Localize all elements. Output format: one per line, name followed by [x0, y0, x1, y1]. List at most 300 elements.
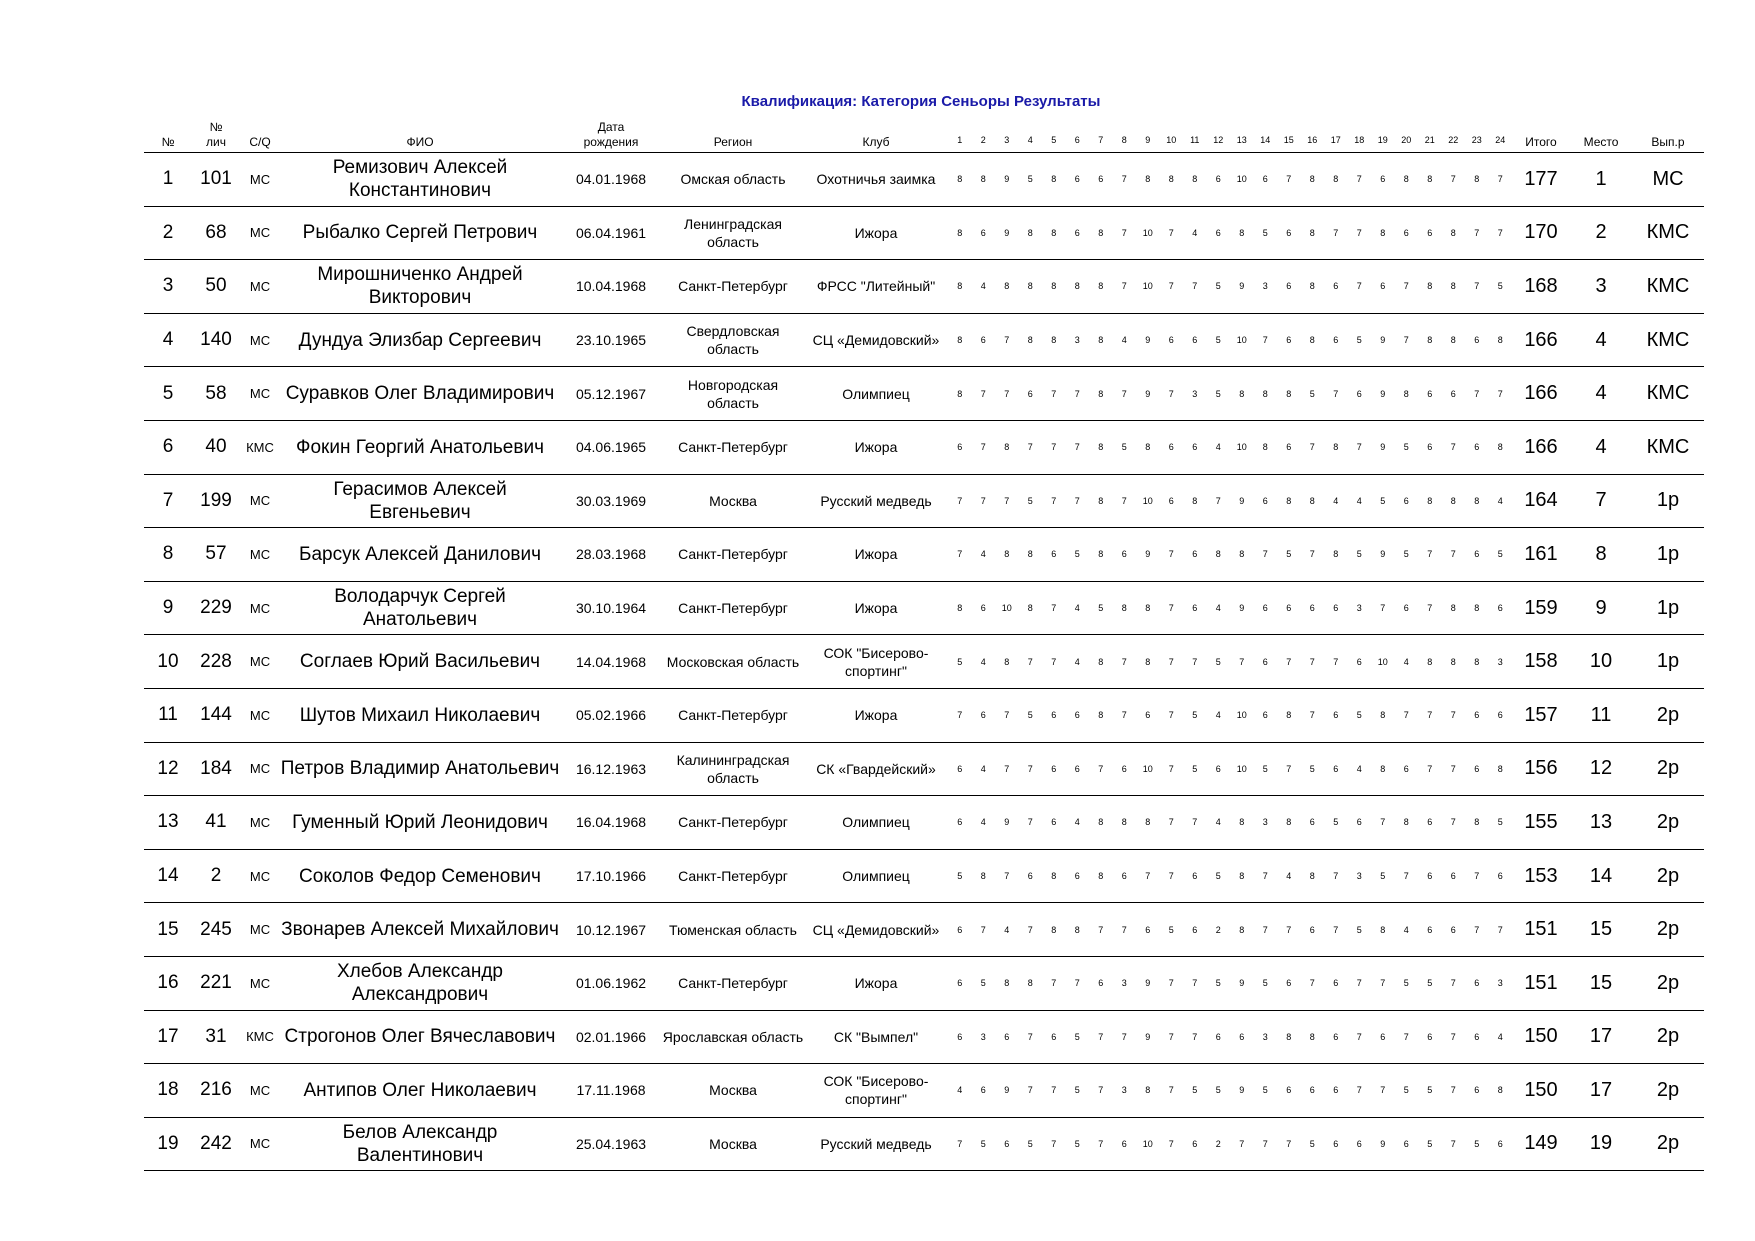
- series-score: 8: [1089, 367, 1113, 421]
- series-score: 8: [1301, 313, 1325, 367]
- series-score: 7: [972, 903, 996, 957]
- club: ФРСС "Литейный": [804, 260, 948, 314]
- series-score: 6: [1465, 420, 1489, 474]
- series-score: 4: [1113, 313, 1137, 367]
- series-score: 7: [972, 367, 996, 421]
- series-score: 8: [1089, 420, 1113, 474]
- series-score: 7: [1442, 153, 1466, 207]
- series-score: 7: [1160, 742, 1184, 796]
- series-score: 4: [1066, 635, 1090, 689]
- series-score: 10: [1230, 313, 1254, 367]
- rank-achieved: КМС: [1632, 420, 1704, 474]
- col-series: 21: [1418, 112, 1442, 153]
- series-score: 7: [1160, 849, 1184, 903]
- series-score: 7: [1348, 1064, 1372, 1118]
- series-score: 8: [1160, 153, 1184, 207]
- series-score: 3: [1113, 956, 1137, 1010]
- series-score: 6: [1113, 1117, 1137, 1171]
- series-score: 6: [1042, 1010, 1066, 1064]
- series-score: 10: [1230, 153, 1254, 207]
- total-score: 159: [1512, 581, 1570, 635]
- series-score: 7: [1301, 956, 1325, 1010]
- series-score: 8: [948, 581, 972, 635]
- athlete-name: Строгонов Олег Вячеславович: [280, 1010, 560, 1064]
- series-score: 7: [1301, 420, 1325, 474]
- series-score: 5: [1019, 153, 1043, 207]
- place: 2: [1570, 206, 1632, 260]
- series-score: 6: [1465, 742, 1489, 796]
- row-number: 1: [144, 153, 192, 207]
- series-score: 4: [972, 528, 996, 582]
- series-score: 5: [1207, 849, 1231, 903]
- athlete-name: Мирошниченко Андрей Викторович: [280, 260, 560, 314]
- series-score: 7: [1254, 903, 1278, 957]
- series-score: 4: [1395, 635, 1419, 689]
- series-score: 6: [1348, 635, 1372, 689]
- series-score: 7: [1277, 1117, 1301, 1171]
- series-score: 6: [1089, 153, 1113, 207]
- series-score: 10: [1136, 742, 1160, 796]
- series-score: 8: [1089, 688, 1113, 742]
- club: СЦ «Демидовский»: [804, 313, 948, 367]
- series-score: 4: [995, 903, 1019, 957]
- series-score: 7: [1042, 474, 1066, 528]
- series-score: 9: [1136, 1010, 1160, 1064]
- series-score: 5: [1324, 796, 1348, 850]
- series-score: 8: [948, 313, 972, 367]
- series-score: 6: [1160, 474, 1184, 528]
- series-score: 8: [972, 849, 996, 903]
- series-score: 8: [1277, 688, 1301, 742]
- series-score: 6: [1489, 688, 1513, 742]
- series-score: 6: [1183, 528, 1207, 582]
- series-score: 7: [948, 688, 972, 742]
- place: 8: [1570, 528, 1632, 582]
- series-score: 6: [1183, 313, 1207, 367]
- col-total: Итого: [1512, 112, 1570, 153]
- birth-date: 17.10.1966: [560, 849, 662, 903]
- total-score: 166: [1512, 367, 1570, 421]
- place: 14: [1570, 849, 1632, 903]
- license-number: 57: [192, 528, 240, 582]
- license-number: 216: [192, 1064, 240, 1118]
- series-score: 7: [1489, 153, 1513, 207]
- row-number: 16: [144, 956, 192, 1010]
- col-series: 13: [1230, 112, 1254, 153]
- series-score: 6: [1324, 742, 1348, 796]
- row-number: 10: [144, 635, 192, 689]
- place: 3: [1570, 260, 1632, 314]
- series-score: 3: [1113, 1064, 1137, 1118]
- series-score: 6: [1160, 313, 1184, 367]
- series-score: 8: [1277, 474, 1301, 528]
- series-score: 7: [1066, 367, 1090, 421]
- col-series: 24: [1489, 112, 1513, 153]
- total-score: 157: [1512, 688, 1570, 742]
- series-score: 8: [1042, 903, 1066, 957]
- series-score: 8: [1089, 260, 1113, 314]
- series-score: 5: [1113, 420, 1137, 474]
- club: Ижора: [804, 688, 948, 742]
- series-score: 7: [1042, 635, 1066, 689]
- license-number: 228: [192, 635, 240, 689]
- series-score: 7: [1348, 206, 1372, 260]
- results-table: [144, 112, 1704, 1171]
- series-score: 8: [995, 956, 1019, 1010]
- series-score: 8: [1230, 206, 1254, 260]
- category-cq: МС: [240, 742, 280, 796]
- total-score: 153: [1512, 849, 1570, 903]
- series-score: 5: [1066, 528, 1090, 582]
- series-score: 7: [1019, 903, 1043, 957]
- series-score: 8: [1207, 528, 1231, 582]
- club: Ижора: [804, 420, 948, 474]
- series-score: 4: [972, 796, 996, 850]
- series-score: 7: [995, 313, 1019, 367]
- athlete-name: Гуменный Юрий Леонидович: [280, 796, 560, 850]
- category-cq: МС: [240, 474, 280, 528]
- series-score: 5: [1395, 956, 1419, 1010]
- series-score: 6: [1042, 742, 1066, 796]
- series-score: 6: [1042, 796, 1066, 850]
- category-cq: МС: [240, 635, 280, 689]
- club: Русский медведь: [804, 474, 948, 528]
- series-score: 6: [1113, 742, 1137, 796]
- series-score: 7: [1089, 1117, 1113, 1171]
- birth-date: 16.04.1968: [560, 796, 662, 850]
- club: Ижора: [804, 581, 948, 635]
- series-score: 5: [1395, 528, 1419, 582]
- series-score: 8: [1183, 153, 1207, 207]
- region: Тюменская область: [662, 903, 804, 957]
- series-score: 7: [1042, 420, 1066, 474]
- series-score: 7: [1160, 635, 1184, 689]
- region: Санкт-Петербург: [662, 849, 804, 903]
- series-score: 4: [1395, 903, 1419, 957]
- series-score: 7: [1113, 260, 1137, 314]
- athlete-name: Суравков Олег Владимирович: [280, 367, 560, 421]
- series-score: 7: [995, 688, 1019, 742]
- col-series: 22: [1442, 112, 1466, 153]
- series-score: 5: [1348, 528, 1372, 582]
- series-score: 8: [1230, 528, 1254, 582]
- series-score: 5: [1207, 635, 1231, 689]
- series-score: 9: [1136, 367, 1160, 421]
- table-row: [144, 1010, 1704, 1064]
- region: Омская область: [662, 153, 804, 207]
- region: Ленинградская область: [662, 206, 804, 260]
- series-score: 8: [1465, 474, 1489, 528]
- series-score: 6: [1324, 956, 1348, 1010]
- series-score: 5: [1207, 367, 1231, 421]
- series-score: 9: [1136, 313, 1160, 367]
- series-score: 6: [1395, 1117, 1419, 1171]
- series-score: 4: [1348, 474, 1372, 528]
- series-score: 5: [1183, 742, 1207, 796]
- series-score: 7: [1254, 849, 1278, 903]
- series-score: 6: [1418, 903, 1442, 957]
- region: Санкт-Петербург: [662, 581, 804, 635]
- col-result: Вып.р: [1632, 112, 1704, 153]
- series-score: 9: [1230, 581, 1254, 635]
- place: 9: [1570, 581, 1632, 635]
- series-score: 8: [1395, 367, 1419, 421]
- row-number: 14: [144, 849, 192, 903]
- series-score: 8: [1301, 206, 1325, 260]
- series-score: 7: [1442, 796, 1466, 850]
- series-score: 7: [1207, 474, 1231, 528]
- category-cq: КМС: [240, 420, 280, 474]
- series-score: 8: [1183, 474, 1207, 528]
- series-score: 8: [948, 153, 972, 207]
- series-score: 5: [948, 849, 972, 903]
- series-score: 7: [1442, 1117, 1466, 1171]
- row-number: 8: [144, 528, 192, 582]
- series-score: 6: [1277, 956, 1301, 1010]
- series-score: 8: [1489, 742, 1513, 796]
- series-score: 8: [1042, 206, 1066, 260]
- series-score: 4: [1066, 796, 1090, 850]
- category-cq: МС: [240, 153, 280, 207]
- rank-achieved: 2р: [1632, 956, 1704, 1010]
- series-score: 8: [1442, 581, 1466, 635]
- series-score: 7: [948, 1117, 972, 1171]
- series-score: 7: [995, 742, 1019, 796]
- series-score: 3: [1489, 635, 1513, 689]
- series-score: 4: [1324, 474, 1348, 528]
- place: 15: [1570, 956, 1632, 1010]
- series-score: 10: [1230, 742, 1254, 796]
- col-series: 18: [1348, 112, 1372, 153]
- series-score: 3: [1348, 581, 1372, 635]
- series-score: 7: [1042, 367, 1066, 421]
- series-score: 7: [1089, 742, 1113, 796]
- series-score: 5: [1418, 956, 1442, 1010]
- series-score: 4: [1489, 474, 1513, 528]
- birth-date: 10.12.1967: [560, 903, 662, 957]
- series-score: 2: [1207, 903, 1231, 957]
- series-score: 5: [1183, 688, 1207, 742]
- series-score: 6: [972, 206, 996, 260]
- row-number: 12: [144, 742, 192, 796]
- series-score: 3: [1183, 367, 1207, 421]
- birth-date: 14.04.1968: [560, 635, 662, 689]
- series-score: 6: [948, 796, 972, 850]
- total-score: 150: [1512, 1064, 1570, 1118]
- series-score: 7: [1042, 1117, 1066, 1171]
- col-series: 16: [1301, 112, 1325, 153]
- series-score: 7: [1183, 635, 1207, 689]
- series-score: 6: [1324, 260, 1348, 314]
- total-score: 150: [1512, 1010, 1570, 1064]
- series-score: 8: [1395, 796, 1419, 850]
- series-score: 6: [1442, 903, 1466, 957]
- row-number: 15: [144, 903, 192, 957]
- license-number: 184: [192, 742, 240, 796]
- rank-achieved: 2р: [1632, 849, 1704, 903]
- category-cq: МС: [240, 903, 280, 957]
- series-score: 7: [1418, 742, 1442, 796]
- athlete-name: Соглаев Юрий Васильевич: [280, 635, 560, 689]
- series-score: 6: [1418, 367, 1442, 421]
- series-score: 6: [1395, 581, 1419, 635]
- series-score: 6: [1019, 367, 1043, 421]
- series-score: 6: [995, 1010, 1019, 1064]
- series-score: 9: [1371, 420, 1395, 474]
- place: 15: [1570, 903, 1632, 957]
- series-score: 7: [1348, 420, 1372, 474]
- place: 10: [1570, 635, 1632, 689]
- series-score: 8: [1089, 313, 1113, 367]
- series-score: 7: [1160, 528, 1184, 582]
- region: Санкт-Петербург: [662, 420, 804, 474]
- rank-achieved: 2р: [1632, 903, 1704, 957]
- table-row: [144, 313, 1704, 367]
- series-score: 9: [1371, 313, 1395, 367]
- series-score: 6: [1230, 1010, 1254, 1064]
- series-score: 6: [1324, 1117, 1348, 1171]
- total-score: 161: [1512, 528, 1570, 582]
- club: Охотничья заимка: [804, 153, 948, 207]
- series-score: 7: [1465, 206, 1489, 260]
- birth-date: 10.04.1968: [560, 260, 662, 314]
- series-score: 8: [1042, 153, 1066, 207]
- series-score: 8: [1089, 528, 1113, 582]
- total-score: 158: [1512, 635, 1570, 689]
- series-score: 4: [972, 742, 996, 796]
- col-series: 1: [948, 112, 972, 153]
- series-score: 4: [948, 1064, 972, 1118]
- total-score: 151: [1512, 956, 1570, 1010]
- series-score: 6: [1348, 796, 1372, 850]
- series-score: 6: [1183, 903, 1207, 957]
- series-score: 8: [1489, 420, 1513, 474]
- license-number: 101: [192, 153, 240, 207]
- series-score: 7: [1089, 1064, 1113, 1118]
- series-score: 6: [1254, 153, 1278, 207]
- series-score: 3: [1254, 260, 1278, 314]
- total-score: 170: [1512, 206, 1570, 260]
- results-body: [144, 153, 1704, 1171]
- series-score: 7: [995, 474, 1019, 528]
- series-score: 5: [1019, 1117, 1043, 1171]
- series-score: 7: [1254, 528, 1278, 582]
- series-score: 5: [1348, 313, 1372, 367]
- table-row: [144, 956, 1704, 1010]
- series-score: 8: [1301, 849, 1325, 903]
- series-score: 7: [1395, 849, 1419, 903]
- series-score: 8: [1019, 581, 1043, 635]
- region: Санкт-Петербург: [662, 796, 804, 850]
- series-score: 7: [1371, 581, 1395, 635]
- series-score: 6: [1183, 581, 1207, 635]
- total-score: 177: [1512, 153, 1570, 207]
- series-score: 8: [1089, 474, 1113, 528]
- region: Московская область: [662, 635, 804, 689]
- page-title: Квалификация: Категория Сеньоры Результаты: [741, 93, 1101, 110]
- category-cq: МС: [240, 849, 280, 903]
- series-score: 6: [1019, 849, 1043, 903]
- series-score: 8: [1465, 796, 1489, 850]
- total-score: 155: [1512, 796, 1570, 850]
- birth-date: 01.06.1962: [560, 956, 662, 1010]
- table-row: [144, 1117, 1704, 1171]
- club: СЦ «Демидовский»: [804, 903, 948, 957]
- series-score: 7: [1418, 688, 1442, 742]
- series-score: 5: [1066, 1117, 1090, 1171]
- region: Ярославская область: [662, 1010, 804, 1064]
- series-score: 6: [1066, 153, 1090, 207]
- place: 17: [1570, 1010, 1632, 1064]
- series-score: 8: [1019, 313, 1043, 367]
- series-score: 4: [1207, 420, 1231, 474]
- row-number: 7: [144, 474, 192, 528]
- series-score: 8: [1442, 206, 1466, 260]
- birth-date: 23.10.1965: [560, 313, 662, 367]
- col-series: 10: [1160, 112, 1184, 153]
- series-score: 8: [995, 420, 1019, 474]
- series-score: 3: [1066, 313, 1090, 367]
- license-number: 144: [192, 688, 240, 742]
- series-score: 5: [1207, 1064, 1231, 1118]
- series-score: 7: [1019, 796, 1043, 850]
- series-score: 8: [1136, 796, 1160, 850]
- birth-date: 25.04.1963: [560, 1117, 662, 1171]
- series-score: 5: [972, 956, 996, 1010]
- category-cq: МС: [240, 313, 280, 367]
- series-score: 8: [1489, 313, 1513, 367]
- row-number: 17: [144, 1010, 192, 1064]
- athlete-name: Барсук Алексей Данилович: [280, 528, 560, 582]
- series-score: 6: [948, 420, 972, 474]
- category-cq: МС: [240, 206, 280, 260]
- series-score: 4: [972, 260, 996, 314]
- col-series: 19: [1371, 112, 1395, 153]
- series-score: 7: [1324, 903, 1348, 957]
- series-score: 6: [972, 313, 996, 367]
- col-series: 8: [1113, 112, 1137, 153]
- row-number: 3: [144, 260, 192, 314]
- series-score: 5: [1465, 1117, 1489, 1171]
- series-score: 6: [1254, 474, 1278, 528]
- series-score: 8: [1136, 1064, 1160, 1118]
- col-club: Клуб: [804, 112, 948, 153]
- series-score: 10: [1136, 206, 1160, 260]
- series-score: 7: [1089, 1010, 1113, 1064]
- series-score: 8: [1019, 206, 1043, 260]
- series-score: 7: [1465, 367, 1489, 421]
- series-score: 10: [1136, 474, 1160, 528]
- series-score: 7: [995, 849, 1019, 903]
- series-score: 6: [1395, 206, 1419, 260]
- series-score: 6: [1324, 688, 1348, 742]
- series-score: 7: [1324, 635, 1348, 689]
- col-series: 12: [1207, 112, 1231, 153]
- series-score: 7: [1160, 367, 1184, 421]
- series-score: 8: [1301, 474, 1325, 528]
- series-score: 7: [1066, 956, 1090, 1010]
- series-score: 9: [1230, 956, 1254, 1010]
- series-score: 5: [1066, 1010, 1090, 1064]
- series-score: 8: [1418, 260, 1442, 314]
- series-score: 6: [1277, 206, 1301, 260]
- series-score: 7: [1418, 528, 1442, 582]
- series-score: 7: [1183, 796, 1207, 850]
- series-score: 7: [1113, 903, 1137, 957]
- athlete-name: Хлебов Александр Александрович: [280, 956, 560, 1010]
- col-series: 2: [972, 112, 996, 153]
- row-number: 18: [144, 1064, 192, 1118]
